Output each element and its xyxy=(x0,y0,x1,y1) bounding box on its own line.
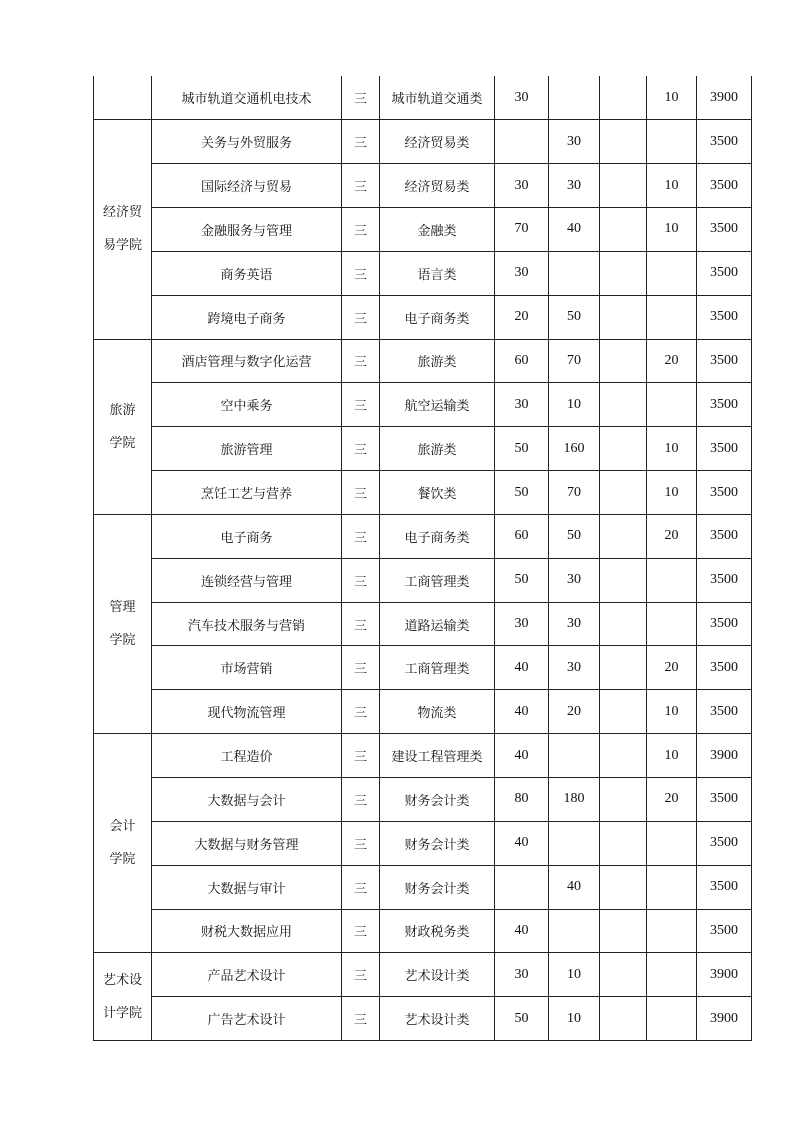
quota-col2-cell: 70 xyxy=(549,339,600,383)
major-cell: 城市轨道交通机电技术 xyxy=(152,76,342,120)
major-cell: 空中乘务 xyxy=(152,383,342,427)
quota-col4-cell xyxy=(647,953,697,997)
category-cell: 经济贸易类 xyxy=(380,120,495,164)
tuition-cell: 3500 xyxy=(697,646,752,690)
college-name-line: 旅游 xyxy=(109,402,136,418)
college-name-line: 学院 xyxy=(109,852,136,868)
quota-col2-cell: 30 xyxy=(549,602,600,646)
level-cell: 三 xyxy=(342,997,380,1041)
college-name-line: 经济贸 xyxy=(102,205,142,221)
level-cell: 三 xyxy=(342,514,380,558)
major-cell: 产品艺术设计 xyxy=(152,953,342,997)
category-cell: 财务会计类 xyxy=(380,778,495,822)
quota-col3-cell xyxy=(600,734,647,778)
quota-col3-cell xyxy=(600,778,647,822)
quota-col2-cell: 10 xyxy=(549,997,600,1041)
level-cell: 三 xyxy=(342,295,380,339)
tuition-cell: 3900 xyxy=(697,953,752,997)
major-cell: 电子商务 xyxy=(152,514,342,558)
tuition-cell: 3500 xyxy=(697,558,752,602)
category-cell: 旅游类 xyxy=(380,339,495,383)
category-cell: 电子商务类 xyxy=(380,514,495,558)
category-cell: 工商管理类 xyxy=(380,558,495,602)
quota-col4-cell xyxy=(647,821,697,865)
quota-col2-cell: 30 xyxy=(549,120,600,164)
tuition-cell: 3500 xyxy=(697,120,752,164)
category-cell: 餐饮类 xyxy=(380,471,495,515)
category-cell: 旅游类 xyxy=(380,427,495,471)
level-cell: 三 xyxy=(342,865,380,909)
table-row xyxy=(94,295,752,339)
quota-col2-cell: 180 xyxy=(549,778,600,822)
level-cell: 三 xyxy=(342,164,380,208)
tuition-cell: 3500 xyxy=(697,471,752,515)
quota-col2-cell: 50 xyxy=(549,295,600,339)
tuition-cell: 3500 xyxy=(697,383,752,427)
quota-col1-cell: 30 xyxy=(495,251,549,295)
quota-col2-cell xyxy=(549,821,600,865)
level-cell: 三 xyxy=(342,208,380,252)
quota-col2-cell: 160 xyxy=(549,427,600,471)
tuition-cell: 3500 xyxy=(697,427,752,471)
college-name-line: 学院 xyxy=(109,633,136,649)
quota-col2-cell: 70 xyxy=(549,471,600,515)
quota-col4-cell: 10 xyxy=(647,471,697,515)
table-row xyxy=(94,690,752,734)
quota-col4-cell: 20 xyxy=(647,514,697,558)
table-row xyxy=(94,909,752,953)
major-cell: 广告艺术设计 xyxy=(152,997,342,1041)
level-cell: 三 xyxy=(342,602,380,646)
tuition-cell: 3500 xyxy=(697,339,752,383)
quota-col4-cell: 20 xyxy=(647,339,697,383)
table-row xyxy=(94,471,752,515)
level-cell: 三 xyxy=(342,427,380,471)
major-cell: 旅游管理 xyxy=(152,427,342,471)
tuition-cell: 3500 xyxy=(697,909,752,953)
category-cell: 财务会计类 xyxy=(380,821,495,865)
quota-col3-cell xyxy=(600,339,647,383)
tuition-cell: 3900 xyxy=(697,76,752,120)
table-row xyxy=(94,602,752,646)
quota-col2-cell: 50 xyxy=(549,514,600,558)
quota-col2-cell xyxy=(549,251,600,295)
level-cell: 三 xyxy=(342,690,380,734)
tuition-cell: 3500 xyxy=(697,295,752,339)
major-cell: 烹饪工艺与营养 xyxy=(152,471,342,515)
college-name-line: 易学院 xyxy=(102,238,142,254)
quota-col1-cell: 30 xyxy=(495,953,549,997)
major-cell: 现代物流管理 xyxy=(152,690,342,734)
category-cell: 金融类 xyxy=(380,208,495,252)
quota-col1-cell: 50 xyxy=(495,427,549,471)
quota-col1-cell: 30 xyxy=(495,383,549,427)
category-cell: 艺术设计类 xyxy=(380,953,495,997)
quota-col1-cell: 40 xyxy=(495,734,549,778)
quota-col2-cell: 30 xyxy=(549,164,600,208)
major-cell: 大数据与审计 xyxy=(152,865,342,909)
major-cell: 连锁经营与管理 xyxy=(152,558,342,602)
quota-col1-cell: 60 xyxy=(495,514,549,558)
category-cell: 艺术设计类 xyxy=(380,997,495,1041)
major-cell: 大数据与会计 xyxy=(152,778,342,822)
quota-col4-cell: 10 xyxy=(647,690,697,734)
table-row xyxy=(94,120,752,164)
quota-col2-cell: 10 xyxy=(549,953,600,997)
level-cell: 三 xyxy=(342,558,380,602)
quota-col3-cell xyxy=(600,821,647,865)
college-cell xyxy=(94,953,152,1041)
college-name-line: 计学院 xyxy=(102,1005,142,1021)
category-cell: 财务会计类 xyxy=(380,865,495,909)
table-row xyxy=(94,953,752,997)
quota-col2-cell xyxy=(549,909,600,953)
quota-col1-cell: 50 xyxy=(495,997,549,1041)
table-row xyxy=(94,251,752,295)
quota-col4-cell xyxy=(647,909,697,953)
major-cell: 商务英语 xyxy=(152,251,342,295)
major-cell: 市场营销 xyxy=(152,646,342,690)
quota-col3-cell xyxy=(600,909,647,953)
quota-col2-cell: 20 xyxy=(549,690,600,734)
college-cell xyxy=(94,339,152,514)
tuition-cell: 3500 xyxy=(697,164,752,208)
quota-col4-cell: 10 xyxy=(647,208,697,252)
quota-col1-cell: 40 xyxy=(495,690,549,734)
table-row xyxy=(94,76,752,120)
category-cell: 建设工程管理类 xyxy=(380,734,495,778)
tuition-cell: 3900 xyxy=(697,734,752,778)
college-cell xyxy=(94,734,152,953)
category-cell: 经济贸易类 xyxy=(380,164,495,208)
level-cell: 三 xyxy=(342,734,380,778)
quota-col3-cell xyxy=(600,646,647,690)
level-cell: 三 xyxy=(342,821,380,865)
level-cell: 三 xyxy=(342,953,380,997)
quota-col4-cell: 10 xyxy=(647,76,697,120)
quota-col3-cell xyxy=(600,164,647,208)
quota-col4-cell xyxy=(647,251,697,295)
category-cell: 语言类 xyxy=(380,251,495,295)
table-row xyxy=(94,164,752,208)
quota-col3-cell xyxy=(600,76,647,120)
tuition-cell: 3500 xyxy=(697,602,752,646)
level-cell: 三 xyxy=(342,120,380,164)
quota-col3-cell xyxy=(600,251,647,295)
major-cell: 财税大数据应用 xyxy=(152,909,342,953)
quota-col4-cell xyxy=(647,558,697,602)
quota-col3-cell xyxy=(600,997,647,1041)
college-name-line: 会计 xyxy=(109,819,136,835)
quota-col4-cell xyxy=(647,120,697,164)
quota-col3-cell xyxy=(600,427,647,471)
quota-col3-cell xyxy=(600,120,647,164)
quota-col1-cell: 50 xyxy=(495,471,549,515)
major-cell: 工程造价 xyxy=(152,734,342,778)
category-cell: 工商管理类 xyxy=(380,646,495,690)
quota-col4-cell xyxy=(647,865,697,909)
quota-col4-cell: 10 xyxy=(647,427,697,471)
quota-col2-cell: 30 xyxy=(549,646,600,690)
college-name-line: 艺术设 xyxy=(102,972,142,988)
quota-col1-cell: 40 xyxy=(495,646,549,690)
college-name-line: 管理 xyxy=(109,600,136,616)
quota-col4-cell xyxy=(647,295,697,339)
college-cell xyxy=(94,514,152,733)
enrollment-table xyxy=(93,76,752,1041)
major-cell: 大数据与财务管理 xyxy=(152,821,342,865)
college-cell xyxy=(94,120,152,339)
quota-col2-cell xyxy=(549,76,600,120)
level-cell: 三 xyxy=(342,778,380,822)
college-name-line: 学院 xyxy=(109,435,136,451)
table-row xyxy=(94,427,752,471)
tuition-cell: 3900 xyxy=(697,997,752,1041)
quota-col1-cell: 30 xyxy=(495,76,549,120)
quota-col4-cell xyxy=(647,997,697,1041)
tuition-cell: 3500 xyxy=(697,865,752,909)
level-cell: 三 xyxy=(342,251,380,295)
quota-col3-cell xyxy=(600,471,647,515)
table-row xyxy=(94,997,752,1041)
category-cell: 道路运输类 xyxy=(380,602,495,646)
category-cell: 城市轨道交通类 xyxy=(380,76,495,120)
category-cell: 财政税务类 xyxy=(380,909,495,953)
quota-col3-cell xyxy=(600,558,647,602)
quota-col1-cell: 40 xyxy=(495,909,549,953)
category-cell: 航空运输类 xyxy=(380,383,495,427)
quota-col1-cell: 50 xyxy=(495,558,549,602)
quota-col2-cell xyxy=(549,734,600,778)
major-cell: 跨境电子商务 xyxy=(152,295,342,339)
major-cell: 国际经济与贸易 xyxy=(152,164,342,208)
table-row xyxy=(94,865,752,909)
quota-col4-cell xyxy=(647,602,697,646)
tuition-cell: 3500 xyxy=(697,251,752,295)
table-row xyxy=(94,514,752,558)
table-row xyxy=(94,778,752,822)
quota-col3-cell xyxy=(600,208,647,252)
quota-col3-cell xyxy=(600,602,647,646)
major-cell: 金融服务与管理 xyxy=(152,208,342,252)
major-cell: 酒店管理与数字化运营 xyxy=(152,339,342,383)
quota-col3-cell xyxy=(600,514,647,558)
quota-col1-cell xyxy=(495,865,549,909)
table-row xyxy=(94,558,752,602)
quota-col3-cell xyxy=(600,383,647,427)
quota-col2-cell: 40 xyxy=(549,208,600,252)
quota-col1-cell: 80 xyxy=(495,778,549,822)
level-cell: 三 xyxy=(342,471,380,515)
table-row xyxy=(94,339,752,383)
quota-col4-cell: 10 xyxy=(647,734,697,778)
quota-col1-cell xyxy=(495,120,549,164)
enrollment-table-body xyxy=(94,76,752,1041)
level-cell: 三 xyxy=(342,646,380,690)
table-row xyxy=(94,383,752,427)
quota-col4-cell: 20 xyxy=(647,778,697,822)
level-cell: 三 xyxy=(342,339,380,383)
table-row xyxy=(94,821,752,865)
major-cell: 关务与外贸服务 xyxy=(152,120,342,164)
quota-col2-cell: 40 xyxy=(549,865,600,909)
quota-col1-cell: 40 xyxy=(495,821,549,865)
quota-col1-cell: 70 xyxy=(495,208,549,252)
college-cell xyxy=(94,76,152,120)
level-cell: 三 xyxy=(342,909,380,953)
quota-col1-cell: 30 xyxy=(495,164,549,208)
quota-col3-cell xyxy=(600,295,647,339)
table-row xyxy=(94,646,752,690)
quota-col2-cell: 30 xyxy=(549,558,600,602)
quota-col4-cell: 20 xyxy=(647,646,697,690)
tuition-cell: 3500 xyxy=(697,690,752,734)
tuition-cell: 3500 xyxy=(697,778,752,822)
tuition-cell: 3500 xyxy=(697,514,752,558)
quota-col4-cell: 10 xyxy=(647,164,697,208)
category-cell: 电子商务类 xyxy=(380,295,495,339)
quota-col1-cell: 20 xyxy=(495,295,549,339)
quota-col3-cell xyxy=(600,953,647,997)
table-row xyxy=(94,734,752,778)
category-cell: 物流类 xyxy=(380,690,495,734)
quota-col2-cell: 10 xyxy=(549,383,600,427)
table-row xyxy=(94,208,752,252)
level-cell: 三 xyxy=(342,76,380,120)
tuition-cell: 3500 xyxy=(697,208,752,252)
quota-col3-cell xyxy=(600,690,647,734)
quota-col4-cell xyxy=(647,383,697,427)
quota-col3-cell xyxy=(600,865,647,909)
tuition-cell: 3500 xyxy=(697,821,752,865)
level-cell: 三 xyxy=(342,383,380,427)
quota-col1-cell: 60 xyxy=(495,339,549,383)
quota-col1-cell: 30 xyxy=(495,602,549,646)
major-cell: 汽车技术服务与营销 xyxy=(152,602,342,646)
